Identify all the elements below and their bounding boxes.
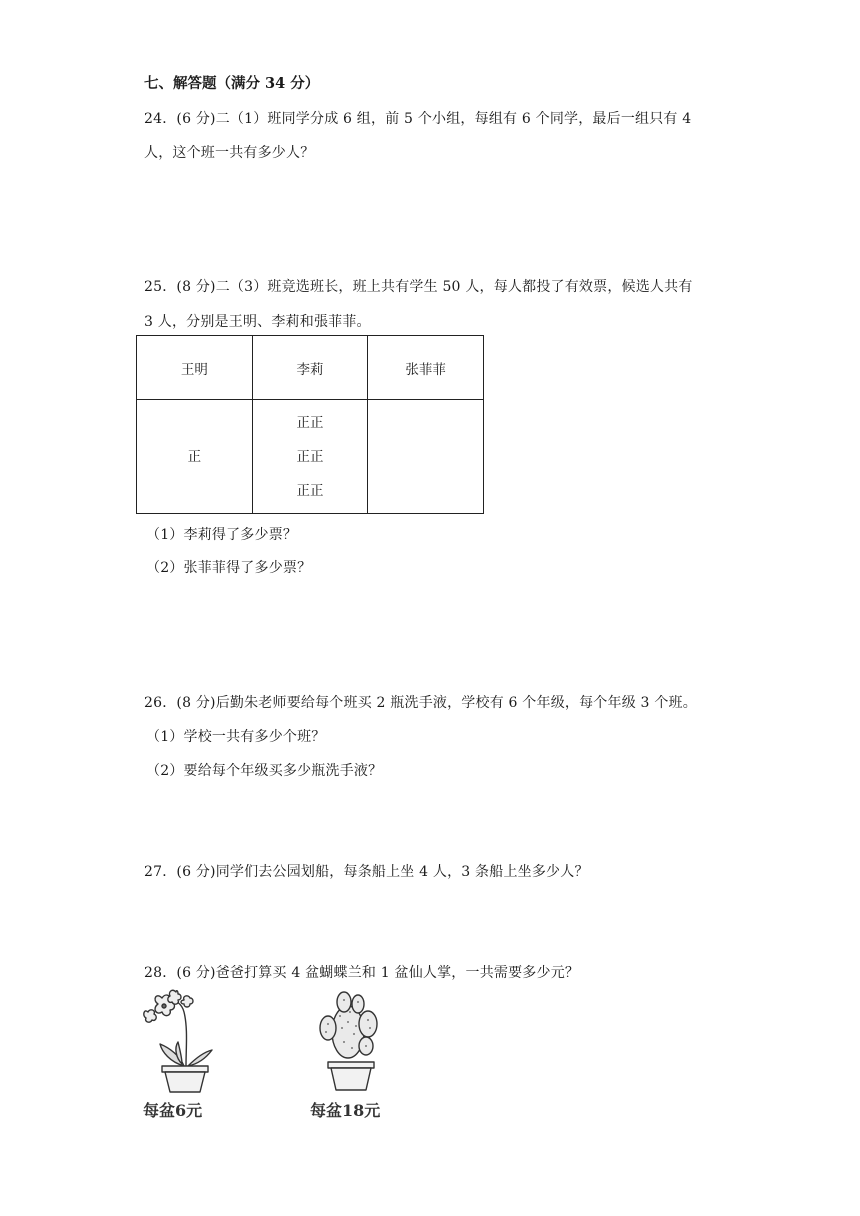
- q27-line1: 27．(6 分)同学们去公园划船，每条船上坐 4 人，3 条船上坐多少人？: [144, 864, 589, 880]
- header-zhangfeifei: 张菲菲: [368, 336, 484, 400]
- section-title: 七、解答题（满分 34 分）: [144, 75, 320, 92]
- tally-lili: [252, 400, 368, 514]
- cactus-price: 每盆18元: [310, 1101, 381, 1120]
- q26-line1: 26．(8 分)后勤朱老师要给每个班买 2 瓶洗手液，学校有 6 个年级，每个年级 3 个班。: [144, 695, 697, 711]
- q28-line1: 28．(6 分)爸爸打算买 4 盆蝴蝶兰和 1 盆仙人掌，一共需要多少元？: [144, 965, 580, 981]
- tally-mark: 正正: [296, 482, 324, 499]
- vote-table: [136, 335, 484, 514]
- header-lili: 李莉: [252, 336, 368, 400]
- header-wangming: 王明: [137, 336, 253, 400]
- q24-line2: 人，这个班一共有多少人？: [144, 145, 315, 161]
- q24-line1: 24．(6 分)二（1）班同学分成 6 组，前 5 个小组，每组有 6 个同学，最后一组只有 4: [144, 111, 692, 127]
- q26-sub1: （1）学校一共有多少个班？: [146, 729, 326, 745]
- vote-table-header-row: [137, 336, 484, 400]
- tally-zhangfeifei: [368, 400, 484, 514]
- q25-line2: 3 人，分别是王明、李莉和張菲菲。: [144, 314, 371, 330]
- tally-mark: 正: [187, 448, 202, 465]
- tally-mark: 正正: [296, 414, 324, 431]
- q26-sub2: （2）要给每个年级买多少瓶洗手液？: [146, 763, 383, 779]
- q25-sub2: （2）张菲菲得了多少票？: [146, 560, 312, 576]
- orchid-price: 每盆6元: [143, 1101, 203, 1120]
- tally-wangming: [137, 400, 253, 514]
- q25-line1: 25．(8 分)二（3）班竞选班长，班上共有学生 50 人，每人都投了有效票，候选人共有: [144, 279, 693, 295]
- tally-mark: 正正: [296, 448, 324, 465]
- orchid-pot-icon: [140, 988, 220, 1098]
- cactus-pot-icon: [314, 988, 386, 1098]
- vote-table-tally-row: [137, 400, 484, 514]
- q25-sub1: （1）李莉得了多少票？: [146, 527, 298, 543]
